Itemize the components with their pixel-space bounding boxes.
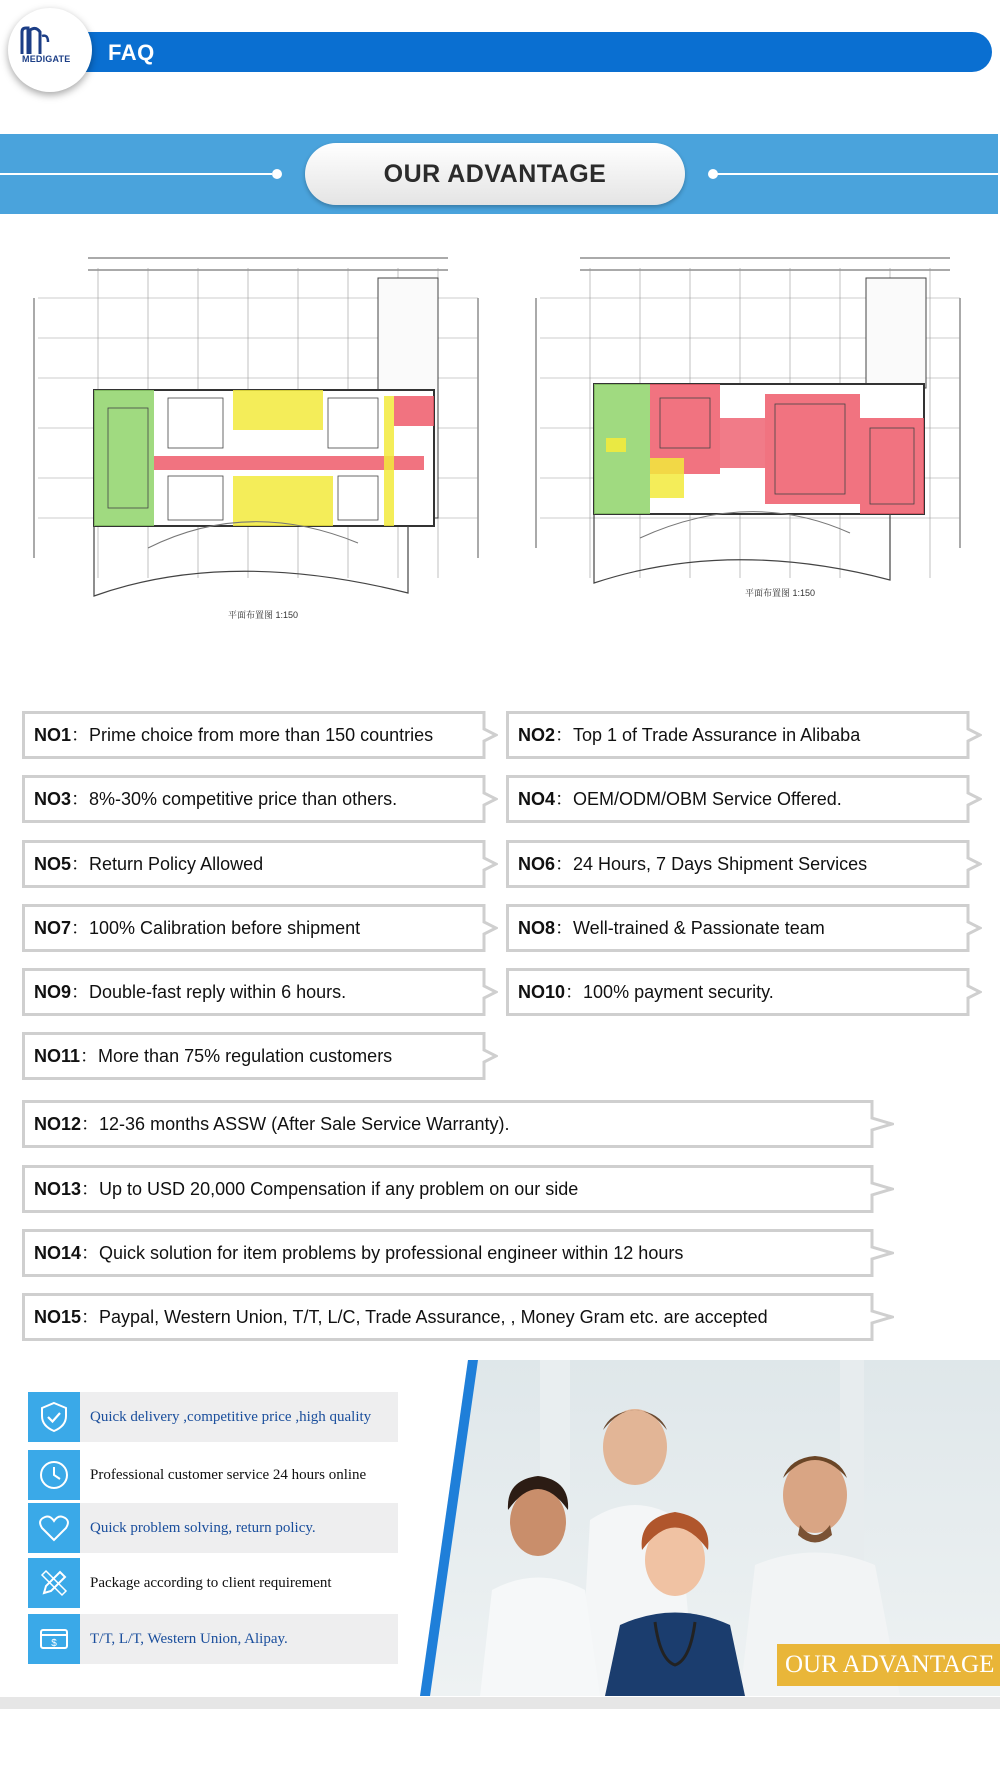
advantage-item: NO12：12-36 months ASSW (After Sale Service Warranty). (22, 1100, 894, 1148)
banner-dot-left (272, 169, 282, 179)
advantage-item: NO14：Quick solution for item problems by professional engineer within 12 hours (22, 1229, 894, 1277)
clock-icon (28, 1450, 80, 1500)
logo-text: MEDIGATE (22, 54, 71, 64)
floor-plan-left (28, 248, 488, 628)
advantage-item: NO6：24 Hours, 7 Days Shipment Services (506, 840, 982, 888)
feature-item (28, 1450, 398, 1500)
photo-caption: OUR ADVANTAGE (777, 1644, 1000, 1686)
advantage-item: NO4：OEM/ODM/OBM Service Offered. (506, 775, 982, 823)
advantage-item: NO5：Return Policy Allowed (22, 840, 498, 888)
feature-text: Quick problem solving, return policy. (90, 1520, 316, 1536)
advantage-item: NO10：100% payment security. (506, 968, 982, 1016)
feature-text: Package according to client requirement (90, 1575, 332, 1591)
floor-plan-caption: 平面布置图 1:150 (745, 588, 816, 598)
floor-plan-caption: 平面布置图 1:150 (228, 610, 299, 620)
floor-plan-right (530, 248, 990, 628)
advantage-item: NO9：Double-fast reply within 6 hours. (22, 968, 498, 1016)
heart-icon (28, 1503, 80, 1553)
feature-item (28, 1503, 398, 1553)
feature-text: Professional customer service 24 hours online (90, 1467, 367, 1483)
feature-item (28, 1392, 398, 1442)
advantage-item: NO15：Paypal, Western Union, T/T, L/C, Trade Assurance, , Money Gram etc. are accepted (22, 1293, 894, 1341)
feature-item (28, 1558, 398, 1608)
banner-title: OUR ADVANTAGE (305, 143, 685, 205)
advantage-item: NO2：Top 1 of Trade Assurance in Alibaba (506, 711, 982, 759)
advantage-item: NO3：8%-30% competitive price than others. (22, 775, 498, 823)
advantage-item: NO1：Prime choice from more than 150 countries (22, 711, 498, 759)
advantage-item: NO8：Well-trained & Passionate team (506, 904, 982, 952)
svg-text:$: $ (51, 1638, 57, 1649)
logo-mark-icon (18, 26, 52, 56)
page-title: FAQ (108, 40, 155, 65)
advantage-item: NO7：100% Calibration before shipment (22, 904, 498, 952)
banner-line-right (716, 173, 998, 175)
header-bar (60, 32, 992, 72)
bottom-strip (0, 1697, 1000, 1709)
advantage-item: NO11：More than 75% regulation customers (22, 1032, 498, 1080)
payment-card-icon (28, 1614, 80, 1664)
shield-check-icon (28, 1392, 80, 1442)
feature-text: Quick delivery ,competitive price ,high quality (90, 1409, 372, 1425)
company-logo[interactable] (8, 8, 92, 92)
feature-text: T/T, L/T, Western Union, Alipay. (90, 1631, 288, 1647)
pencil-ruler-icon (28, 1558, 80, 1608)
feature-item (28, 1614, 398, 1664)
banner-line-left (0, 173, 272, 175)
advantage-item: NO13：Up to USD 20,000 Compensation if any problem on our side (22, 1165, 894, 1213)
